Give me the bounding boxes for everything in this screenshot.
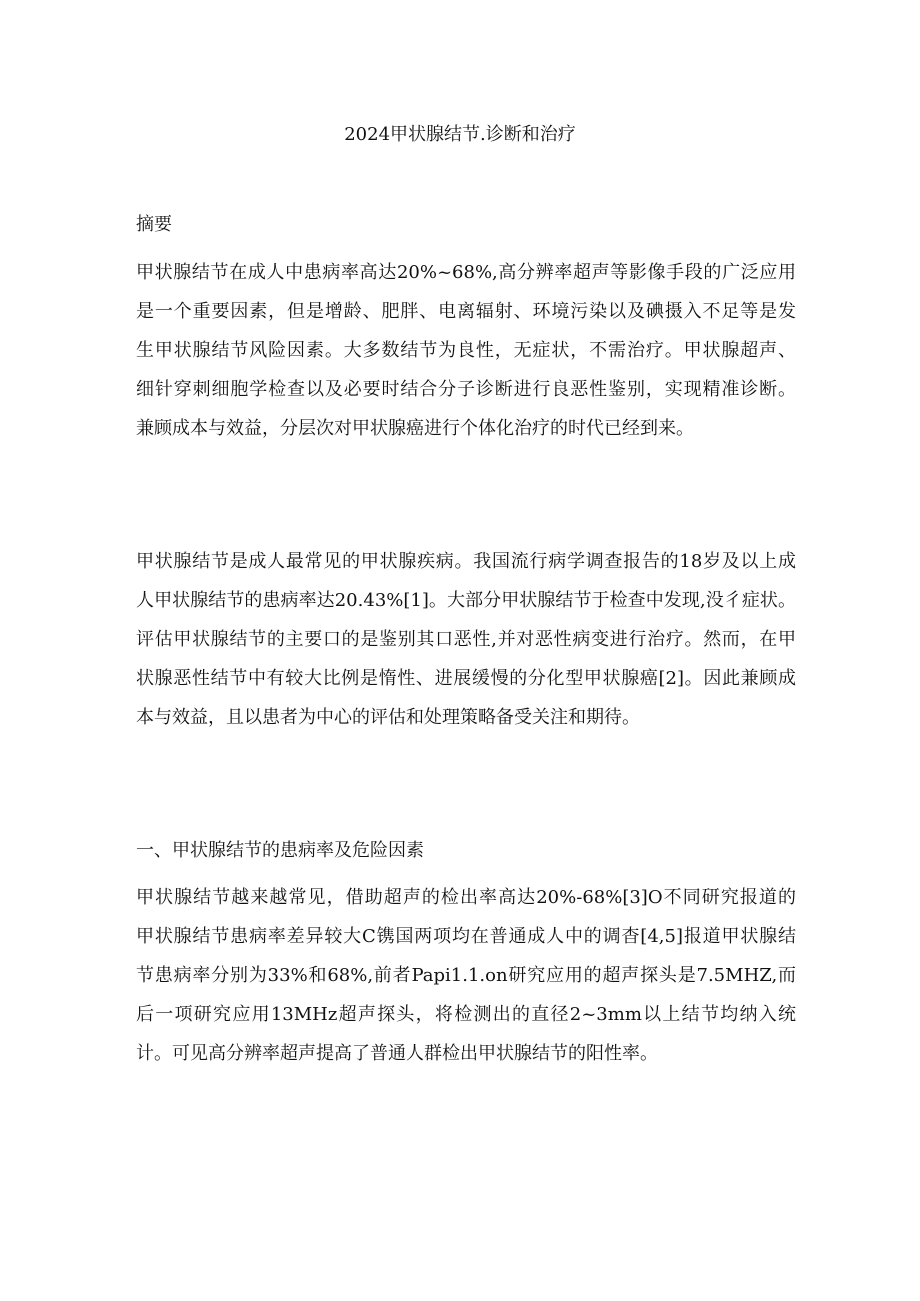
abstract-heading: 摘要 [136, 214, 172, 235]
section1-paragraph [136, 885, 796, 1080]
intro-line: 人甲状腺结节的患病率达20.43%[1]。大部分甲状腺结节于检查中发现,没彳症状。 [136, 590, 796, 611]
intro-line: 评估甲状腺结节的主要口的是鉴别其口恶性,并对恶性病变进行治疗。然而，在甲 [136, 629, 796, 650]
abstract-line: 细针穿刺细胞学检查以及必要时结合分子诊断进行良恶性鉴别，实现精准诊断。 [136, 379, 796, 400]
abstract-line: 甲状腺结节在成人中患病率高达20%~68%,高分辨率超声等影像手段的广泛应用 [136, 262, 796, 283]
section1-heading: 一、甲状腺结节的患病率及危险因素 [136, 840, 424, 861]
intro-line: 甲状腺结节是成人最常见的甲状腺疾病。我国流行病学调查报告的18岁及以上成 [136, 551, 796, 572]
section1-line: 甲状腺结节越来越常见，借助超声的检出率高达20%-68%[3]O不同研究报道的 [136, 887, 796, 908]
intro-line: 状腺恶性结节中有较大比例是惰性、进展缓慢的分化型甲状腺癌[2]。因此兼顾成 [136, 668, 796, 689]
abstract-line: 兼顾成本与效益，分层次对甲状腺癌进行个体化治疗的时代已经到来。 [136, 418, 694, 439]
abstract-paragraph [136, 260, 796, 455]
abstract-line: 是一个重要因素，但是增龄、肥胖、电离辐射、环境污染以及碘摄入不足等是发 [136, 301, 796, 322]
abstract-line: 生甲状腺结节风险因素。大多数结节为良性，无症状，不需治疗。甲状腺超声、 [136, 340, 796, 361]
document-title: 2024甲状腺结节.诊断和治疗 [344, 124, 576, 145]
section1-line: 后一项研究应用13MHz超声探头，将检测出的直径2~3mm以上结节均纳入统 [136, 1004, 796, 1025]
intro-paragraph [136, 549, 796, 744]
section1-line: 甲状腺结节患病率差异较大C镌国两项均在普通成人中的调杳[4,5]报道甲状腺结 [136, 926, 796, 947]
intro-line: 本与效益，且以患者为中心的评估和处理策略备受关注和期待。 [136, 707, 640, 728]
section1-line: 节患病率分别为33%和68%,前者Papi1.1.on研究应用的超声探头是7.5MHZ,而 [136, 965, 796, 986]
section1-line: 计。可见高分辨率超声提高了普通人群检出甲状腺结节的阳性率。 [136, 1043, 658, 1064]
